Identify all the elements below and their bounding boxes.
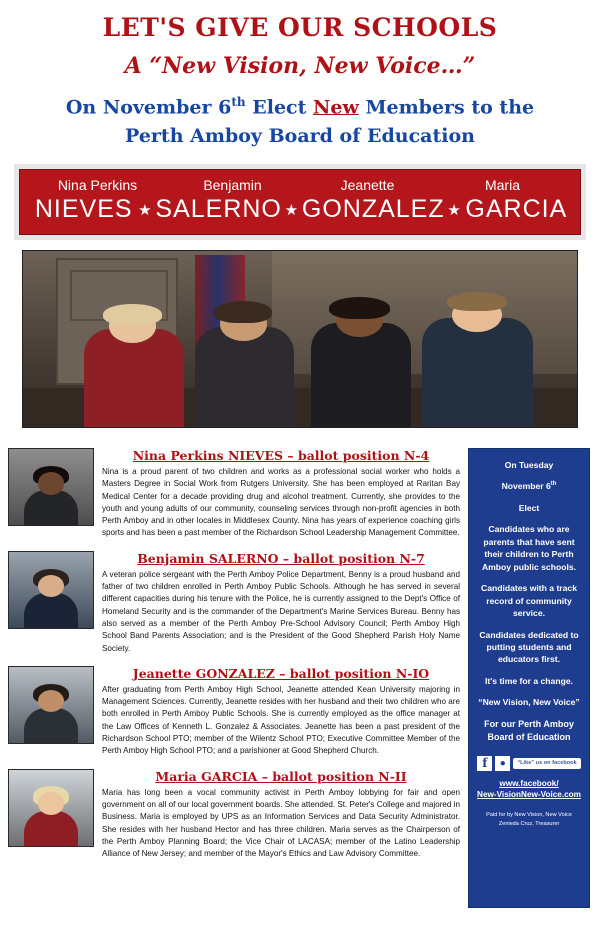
- headline-line-3-mid: Elect: [245, 96, 314, 119]
- photo-person-4: [422, 318, 533, 427]
- headline-line-2: A “New Vision, New Voice…”: [124, 52, 476, 79]
- candidate-headshot-3: [8, 666, 94, 744]
- candidate-headshot-1: [8, 448, 94, 526]
- headshot-face: [38, 472, 65, 495]
- banner-first-name-4: Maria: [484, 177, 520, 194]
- banner-first-name-2: Benjamin: [203, 177, 262, 194]
- photo-person-4-head: [452, 298, 502, 332]
- paid-for-disclaimer: [477, 811, 581, 829]
- call-to-action-box: [468, 448, 590, 908]
- candidate-text-3: [102, 666, 460, 758]
- banner-last-name-1: NIEVES: [34, 195, 133, 224]
- cta-date-text: November 6: [501, 481, 551, 492]
- banner-first-names-row: [26, 177, 574, 193]
- candidate-entry: [8, 666, 460, 758]
- facebook-icon[interactable]: f: [477, 756, 492, 771]
- banner-last-name-2: SALERNO: [155, 195, 282, 224]
- headline-line-3-pre: On November 6: [65, 96, 232, 119]
- headshot-torso: [24, 593, 78, 628]
- twitter-icon[interactable]: ●: [495, 756, 510, 771]
- candidate-bios-column: [8, 448, 460, 908]
- candidate-headshot-4: [8, 769, 94, 847]
- cta-line-date: [477, 480, 581, 492]
- headshot-torso: [24, 811, 78, 846]
- candidate-entry: [8, 769, 460, 861]
- candidate-entry: [8, 448, 460, 540]
- headline-line-3: [0, 93, 600, 150]
- candidate-bio: After graduating from Perth Amboy High School, Jeanette attended Kean University majoring in Management Sciences. Currently, Jeanette resides with her husband and their two children who are both enrolled in Perth Amboy Public Schools. She is currently employed as the office manager at the Law Offices of Kenneth L. Gonzalez & Associates. Jeanette has been a past president of the Richardson School PTO; member of the Wilentz School PTO; Executive Committee Member of the Perth Amboy High School PTO; and a parishioner at Good Shepherd Church.: [102, 684, 460, 756]
- paid-for-line-2: Zenieda Cruz, Treasurer: [498, 820, 560, 827]
- banner-last-name-4: GARCIA: [465, 195, 568, 224]
- headline-line-1: LET'S GIVE OUR SCHOOLS: [102, 13, 498, 42]
- candidate-text-1: [102, 448, 460, 540]
- cta-line-elect: Elect: [518, 502, 540, 513]
- candidate-headshot-2: [8, 551, 94, 629]
- candidate-title: Jeanette GONZALEZ – ballot position N-IO: [132, 665, 430, 681]
- candidate-bio: A veteran police sergeant with the Perth Amboy Police Department, Benny is a proud husband and father of two children enrolled in Perth Amboy Public Schools. Although he has served in several different capacities during his tenure with the Police, he is currently assigned to the Dept's Office of Homeland Security and is the commander of the Department's Marine Services Bureau. Benny has also served as a member of the Perth Amboy Pre-School Advisory Council; Perth Amboy High School Band Parents Association; and is the President of the Good Shepherd Parish Holy Name Society.: [102, 569, 460, 653]
- facebook-link-line-2[interactable]: New-VisionNew-Voice.com: [477, 789, 581, 799]
- star-icon: ★: [138, 201, 153, 219]
- candidate-entry: [8, 551, 460, 655]
- candidate-title: Benjamin SALERNO – ballot position N-7: [137, 550, 425, 566]
- headline-new-emphasis: New: [313, 96, 359, 119]
- banner-first-name-1: Nina Perkins: [57, 177, 138, 194]
- candidate-text-2: [102, 551, 460, 655]
- headshot-torso: [24, 708, 78, 743]
- social-row[interactable]: [477, 756, 581, 771]
- cta-line-board: For our Perth Amboy Board of Education: [484, 718, 574, 742]
- candidate-text-4: [102, 769, 460, 861]
- cta-date-suffix: th: [550, 481, 557, 488]
- cta-line-slogan: “New Vision, New Voice”: [478, 697, 580, 708]
- candidate-bio: Nina is a proud parent of two children and works as a professional social worker who holds a Masters Degree in Social Work from Rutgers University. She has been employed at Raritan Bay Medical Center for a decade providing drug and alcohol treatment. Currently, she provides to the youth and young adults of our community, counseling services through non-profit agencies in both Perth Amboy and in other locales in Middlesex County. Nina has years of experience coaching girls sports and has been a past member of the Richardson School Leadership Management Committee.: [102, 467, 460, 538]
- candidate-bio: Maria has long been a vocal community activist in Perth Amboy lobbying for fair and open government on all of our local government boards. She attended. St. Peter's College and majored in Business. Maria is employed by UPS as an Information Services and Data Security Administrator. She resides with her husband Hector and has three children. Maria serves as the Chairperson of the Perth Amboy Planning Board; the Vice Chair of LACASA; member of the Latino Leadership Alliance of New Jersey; and member of the Mayor's Ethics and Law Advisory Committee.: [102, 787, 460, 859]
- headline-line-3-post: Members to the: [358, 96, 535, 119]
- facebook-link-line-1[interactable]: www.facebook/: [499, 778, 559, 788]
- banner-inner: [19, 169, 581, 235]
- content-columns: [8, 448, 592, 908]
- candidate-title: Nina Perkins NIEVES – ballot position N-4: [132, 448, 430, 463]
- banner-first-name-3: Jeanette: [340, 177, 395, 194]
- photo-person-3: [311, 323, 411, 427]
- headline-block: [0, 0, 600, 150]
- star-icon: ★: [284, 201, 300, 219]
- cta-line-students-first: Candidates dedicated to putting students and educators first.: [479, 629, 579, 665]
- facebook-like-badge[interactable]: “Like” us on facebook: [513, 758, 580, 768]
- call-to-action-column: [468, 448, 590, 908]
- headline-ordinal-suffix: th: [231, 94, 246, 109]
- cta-line-change: It's time for a change.: [484, 675, 573, 686]
- banner-last-names-row: [26, 193, 574, 224]
- photo-person-1: [84, 329, 184, 428]
- body-area: [0, 448, 600, 935]
- photo-person-2-head: [220, 307, 267, 340]
- headshot-torso: [24, 490, 78, 525]
- candidate-names-banner: [14, 164, 586, 240]
- photo-person-2: [195, 327, 295, 427]
- paid-for-line-1: Paid for by New Vision, New Voice: [486, 811, 572, 818]
- cta-line-on-tuesday: On Tuesday: [504, 460, 554, 470]
- group-photo: [22, 250, 578, 428]
- cta-line-parents: Candidates who are parents that have sent their children to Perth Amboy public schools.: [481, 524, 577, 572]
- candidate-title: Maria GARCIA – ballot position N-II: [155, 768, 407, 784]
- photo-person-1-head: [109, 309, 156, 342]
- star-icon: ★: [447, 201, 462, 219]
- banner-last-name-3: GONZALEZ: [301, 195, 445, 224]
- headline-line-4: Perth Amboy Board of Education: [125, 124, 475, 147]
- cta-line-track-record: Candidates with a track record of community service.: [481, 583, 577, 619]
